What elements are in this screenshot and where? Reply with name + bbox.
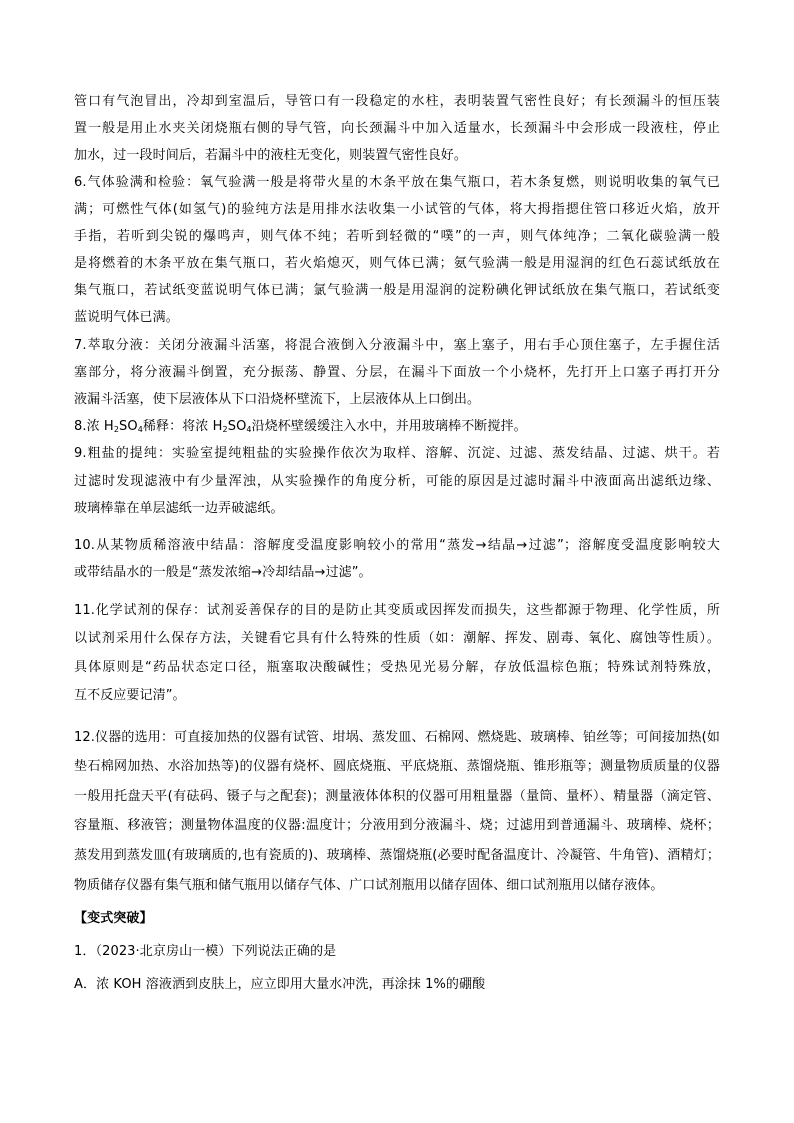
text-line: 12.仪器的选用：可直接加热的仪器有试管、坩埚、蒸发皿、石棉网、燃烧匙、玻璃棒、铂丝等；可间接加热(如 (74, 730, 720, 745)
text-line: 互不反应要记清”。 (74, 688, 186, 703)
text-line: 满；可燃性气体(如氢气)的验纯方法是用排水法收集一小试管的气体，将大拇指摁住管口移近火焰，放开 (74, 202, 720, 217)
subscript: 4 (137, 425, 143, 434)
text-line: 过滤时发现滤液中有少量浑浊，从实验操作的角度分析，可能的原因是过滤时漏斗中液面高出滤纸边缘、 (74, 474, 720, 489)
text-line: 9.粗盐的提纯：实验室提纯粗盐的实验操作依次为取样、溶解、沉淀、过滤、蒸发结晶、过滤、烘干。若 (74, 446, 720, 461)
dilution-text: 稀释：将浓 H (142, 419, 223, 434)
section-heading: 【变式突破】 (74, 911, 153, 926)
question-stem: 1．（2023·北京房山一模）下列说法正确的是 (74, 944, 337, 959)
text-line: 玻璃棒靠在单层滤纸一边弄破滤纸。 (74, 501, 284, 516)
text-line: 具体原则是“药品状态定口径，瓶塞取决酸碱性；受热见光易分解，存放低温棕色瓶；特殊试剂特殊放， (74, 660, 720, 675)
text-line: 垫石棉网加热、水浴加热等)的仪器有烧杯、圆底烧瓶、平底烧瓶、蒸馏烧瓶、锥形瓶等；测量物质质量的仪器 (74, 759, 720, 774)
text-line: 管口有气泡冒出，冷却到室温后，导管口有一段稳定的水柱，表明装置气密性良好；有长颈漏斗的恒压装 (74, 94, 720, 109)
dilution-line (74, 417, 527, 437)
text-line: 或带结晶水的一般是“蒸发浓缩→冷却结晶→过滤”。 (74, 565, 372, 580)
subscript: 2 (113, 425, 120, 434)
text-line: 11.化学试剂的保存：试剂妥善保存的目的是防止其变质或因挥发而损失，这些都源于物理、化学性质，所 (74, 603, 720, 618)
text-line: 液漏斗活塞，使下层液体从下口沿烧杯壁流下，上层液体从上口倒出。 (74, 392, 481, 407)
dilution-text: 8.浓 H (74, 419, 114, 434)
text-line: 加水，过一段时间后，若漏斗中的液柱无变化，则装置气密性良好。 (74, 148, 468, 163)
dilution-text: SO (227, 419, 247, 434)
text-line: 是将燃着的木条平放在集气瓶口，若火焰熄灭，则气体已满；氨气验满一般是用湿润的红色石蕊试纸放在 (74, 256, 720, 271)
text-line: 以试剂采用什么保存方法，关键看它具有什么特殊的性质（如：潮解、挥发、剧毒、氧化、腐蚀等性质）。 (74, 631, 720, 646)
text-line: 容量瓶、移液管；测量物体温度的仪器:温度计；分液用到分液漏斗、烧；过滤用到普通漏斗、玻璃棒、烧杯； (74, 818, 720, 833)
text-line: 6.气体验满和检验：氧气验满一般是将带火星的木条平放在集气瓶口，若木条复燃，则说明收集的氧气已 (74, 175, 720, 190)
text-line: 10.从某物质稀溶液中结晶：溶解度受温度影响较小的常用“蒸发→结晶→过滤”；溶解度受温度影响较大 (74, 538, 720, 553)
subscript: 4 (246, 425, 252, 434)
text-line: 集气瓶口，若试纸变蓝说明气体已满；氯气验满一般是用湿润的淀粉碘化钾试纸放在集气瓶口，若试纸变 (74, 283, 720, 298)
dilution-text: 沿烧杯壁缓缓注入水中，并用玻璃棒不断搅拌。 (251, 419, 527, 434)
dilution-text: SO (119, 419, 138, 434)
text-line: 7.萃取分液：关闭分液漏斗活塞，将混合液倒入分液漏斗中，塞上塞子，用右手心顶住塞子，左手握住活 (74, 338, 720, 353)
text-line: 塞部分，将分液漏斗倒置，充分振荡、静置、分层，在漏斗下面放一个小烧杯，先打开上口塞子再打开分 (74, 365, 720, 380)
text-line: 置一般是用止水夹关闭烧瓶右侧的导气管，向长颈漏斗中加入适量水，长颈漏斗中会形成一段液柱，停止 (74, 121, 720, 136)
text-line: 物质储存仪器有集气瓶和储气瓶用以储存气体、广口试剂瓶用以储存固体、细口试剂瓶用以储存液体。 (74, 878, 664, 893)
text-line: 蒸发用到蒸发皿(有玻璃质的,也有瓷质的)、玻璃棒、蒸馏烧瓶(必要时配备温度计、冷凝管、牛角管)、酒精灯； (74, 848, 720, 863)
text-line: 手指，若听到尖锐的爆鸣声，则气体不纯；若听到轻微的“噗”的一声，则气体纯净；二氧化碳验满一般 (74, 229, 720, 244)
answer-option: A．浓 KOH 溶液洒到皮肤上，应立即用大量水冲洗，再涂抹 1%的硼酸 (74, 977, 486, 992)
text-line: 一般用托盘天平(有砝码、镊子与之配套)；测量液体体积的仪器可用粗量器（量筒、量杯）、精量器（滴定管、 (74, 789, 720, 804)
text-line: 蓝说明气体已满。 (74, 310, 179, 325)
subscript: 2 (222, 425, 228, 434)
